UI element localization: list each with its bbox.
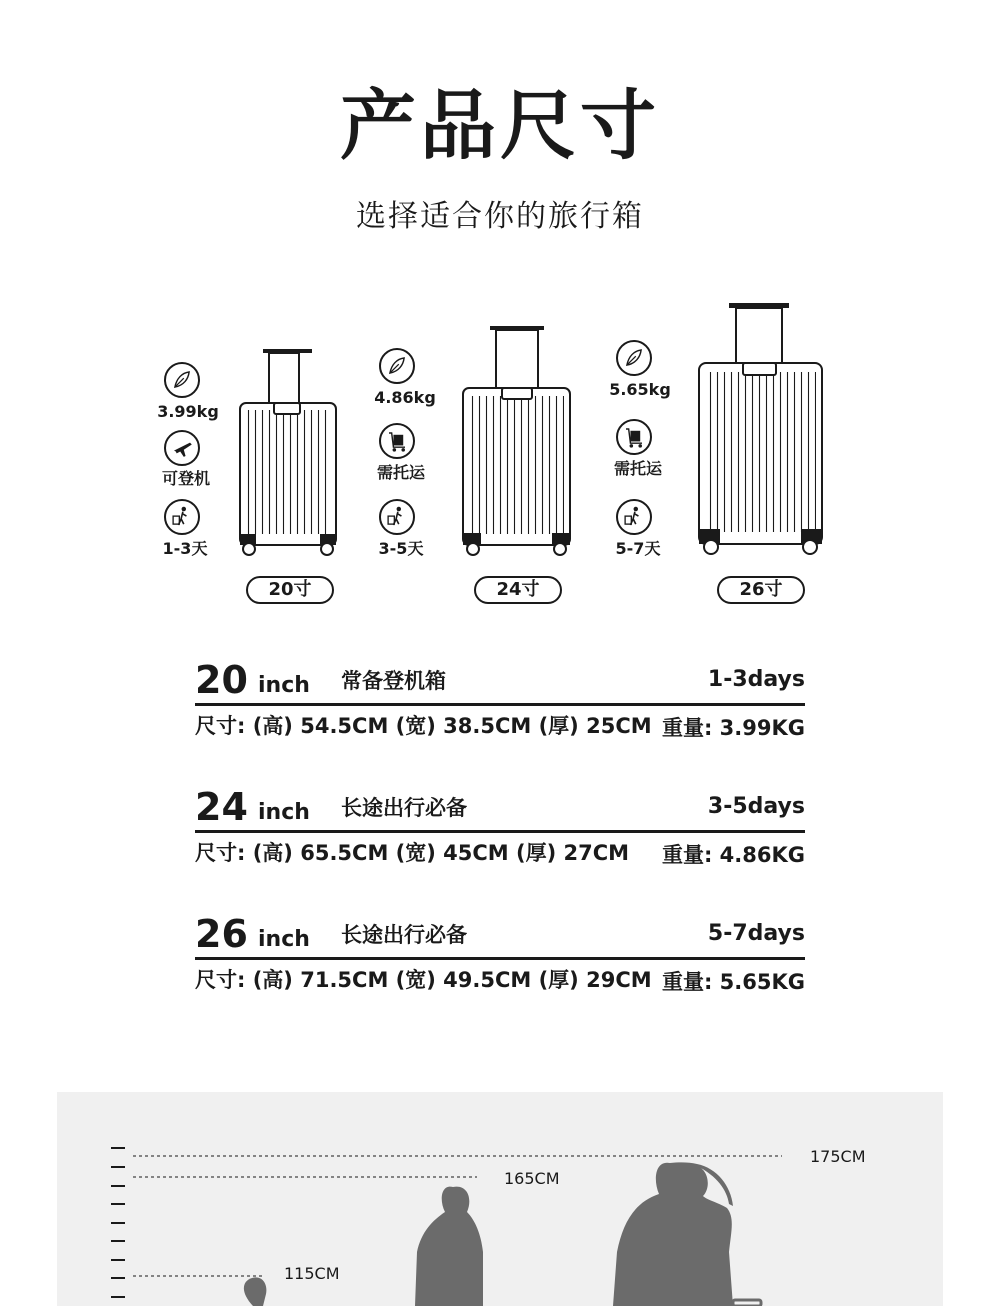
- feather-icon: [164, 362, 200, 398]
- spec-row-26: [195, 912, 805, 995]
- woman-silhouette: [415, 1187, 483, 1306]
- divider: [195, 830, 805, 833]
- height-label-175: 175CM: [810, 1147, 866, 1166]
- days-label-20: 1-3天: [162, 539, 208, 558]
- spec-row-24: [195, 785, 805, 868]
- weight-label-26: 5.65kg: [609, 380, 671, 399]
- height-comparison-illustration: [57, 1092, 943, 1306]
- man-silhouette: [613, 1162, 733, 1306]
- traveler-icon: [164, 499, 200, 535]
- service-label-20: 可登机: [161, 469, 210, 488]
- suitcase-20-illustration: [240, 349, 336, 555]
- size-tag-24: 24寸: [474, 576, 562, 604]
- spec-weight: 重量: 3.99KG: [661, 716, 805, 740]
- spec-label: 长途出行必备: [341, 923, 467, 947]
- height-label-165: 165CM: [504, 1169, 560, 1188]
- size-tag-20: 20寸: [246, 576, 334, 604]
- divider: [195, 957, 805, 960]
- spec-dimensions: 尺寸: (高) 54.5CM (宽) 38.5CM (厚) 25CM: [195, 714, 652, 738]
- service-label-24: 需托运: [376, 463, 425, 482]
- spec-dimensions: 尺寸: (高) 71.5CM (宽) 49.5CM (厚) 29CM: [195, 968, 652, 992]
- height-label-115: 115CM: [284, 1264, 340, 1283]
- days-label-26: 5-7天: [615, 539, 661, 558]
- spec-size: 20: [195, 658, 248, 702]
- divider: [195, 703, 805, 706]
- spec-size: 24: [195, 785, 248, 829]
- spec-days: 1-3days: [707, 667, 805, 692]
- spec-weight: 重量: 5.65KG: [661, 970, 805, 994]
- spec-days: 5-7days: [707, 921, 805, 946]
- luggage-illustrations: [0, 290, 1000, 620]
- spec-unit: inch: [258, 673, 310, 698]
- size-tag-26: 26寸: [717, 576, 805, 604]
- feather-icon: [379, 348, 415, 384]
- spec-label: 常备登机箱: [341, 669, 446, 693]
- suitcase-handle-silhouette: [733, 1300, 761, 1306]
- airplane-icon: [164, 430, 200, 466]
- traveler-icon: [379, 499, 415, 535]
- spec-weight: 重量: 4.86KG: [661, 843, 805, 867]
- feather-icon: [616, 340, 652, 376]
- weight-label-20: 3.99kg: [157, 402, 219, 421]
- spec-unit: inch: [258, 927, 310, 952]
- suitcase-26-illustration: [699, 303, 822, 554]
- spec-days: 3-5days: [707, 794, 805, 819]
- luggage-cart-icon: [379, 423, 415, 459]
- weight-label-24: 4.86kg: [374, 388, 436, 407]
- spec-dimensions: 尺寸: (高) 65.5CM (宽) 45CM (厚) 27CM: [195, 841, 630, 865]
- child-silhouette: [244, 1277, 267, 1306]
- height-ruler: [111, 1148, 125, 1297]
- page-title: 产品尺寸: [340, 81, 660, 170]
- days-label-24: 3-5天: [378, 539, 424, 558]
- spec-size: 26: [195, 912, 248, 956]
- spec-row-20: [195, 658, 805, 741]
- suitcase-24-illustration: [463, 326, 570, 555]
- spec-unit: inch: [258, 800, 310, 825]
- spec-label: 长途出行必备: [341, 796, 467, 820]
- traveler-icon: [616, 499, 652, 535]
- service-label-26: 需托运: [613, 459, 662, 478]
- page-subtitle: 选择适合你的旅行箱: [356, 199, 644, 234]
- luggage-cart-icon: [616, 419, 652, 455]
